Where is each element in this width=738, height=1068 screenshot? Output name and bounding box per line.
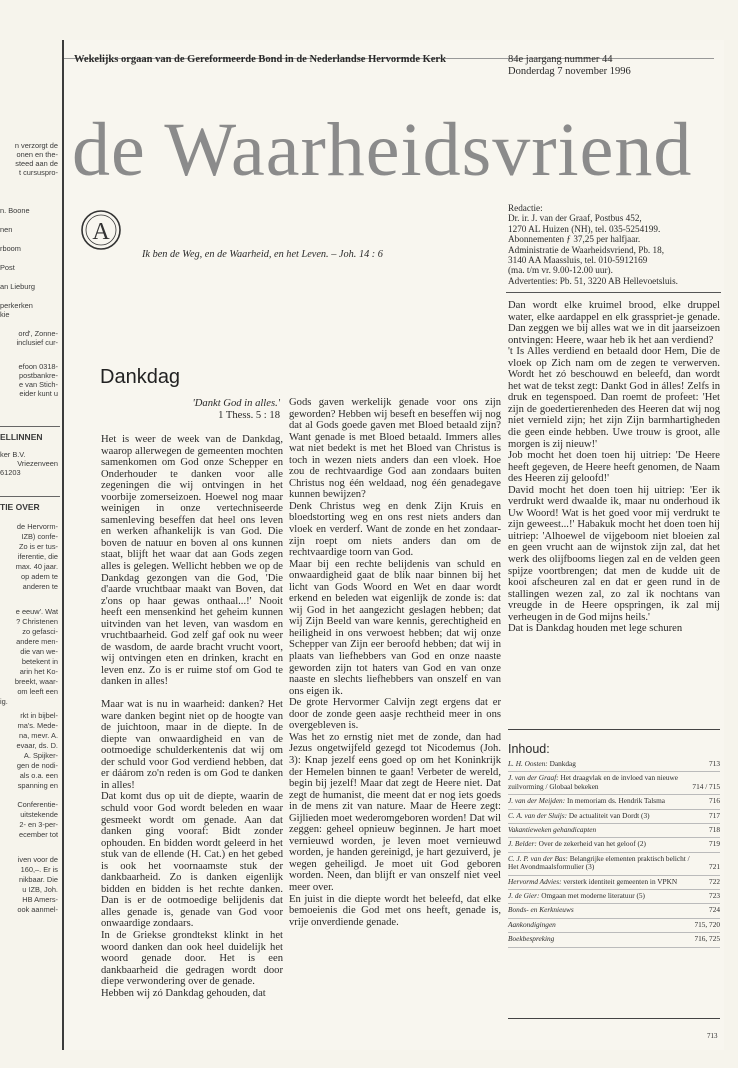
margin-text-line: perkerken: [0, 301, 33, 310]
article-paragraph: Hebben wij zó Dankdag gehouden, dat: [101, 987, 266, 999]
toc-page: 717: [709, 810, 720, 820]
margin-text-line: iferentie, die: [17, 552, 58, 561]
toc-author: Bonds- en Kerknieuws: [508, 905, 574, 915]
margin-rule: [0, 496, 60, 497]
issue-info: [508, 54, 631, 78]
margin-text-line: t cursuspro-: [18, 168, 58, 177]
margin-text-line: TIE OVER: [0, 502, 40, 512]
margin-text-line: ig.: [0, 697, 8, 706]
margin-text-line: e eeuw'. Wat: [15, 607, 58, 616]
toc-page: 723: [709, 891, 720, 901]
toc-title: De actualiteit van Dordt (3): [568, 810, 650, 820]
margin-text-line: u IZB, Joh.: [22, 885, 58, 894]
toc-entry: [508, 838, 720, 852]
toc-entry-text: [508, 812, 720, 820]
margin-text-line: gen de nodi-: [16, 761, 58, 770]
toc-page: 713: [709, 759, 720, 768]
margin-text-line: A. Spijker-: [23, 751, 58, 760]
margin-text-line: op adem te: [21, 572, 58, 581]
article-column-2: [289, 397, 501, 928]
toc-author: Boekbespreking: [508, 934, 555, 944]
toc-page: 724: [709, 905, 720, 915]
margin-text-line: iven voor de: [17, 855, 58, 864]
margin-text-line: rkt in bijbel-: [20, 711, 58, 720]
toc-author: J. van der Meijden:: [508, 796, 566, 806]
article-paragraph: Maar wat is nu in waarheid: danken? Het ware danken begint niet op de hoogte van de juichtoon, maar in de diepte. In de diepte van onwaardigheid en van de ootmoedige schulderkentenis dat wij om der schuld voor God verdiend hebben, dat er dáárom zo'n reden is om God te danken in alles!: [101, 699, 283, 791]
margin-text-line: Post: [0, 263, 15, 272]
toc-entry: [508, 824, 720, 838]
toc-author: J. van der Graaf:: [508, 773, 559, 783]
margin-text-line: na, mevr. A.: [18, 731, 58, 740]
toc-entry-text: [508, 906, 720, 914]
toc-entry: [508, 853, 720, 876]
editorial-info: [508, 203, 723, 286]
article-paragraph: Het is weer de week van de Dankdag, waarop allerwegen de gemeenten mochten samenkomen om God onze Schepper en Onderhouder te danken voor alle zegeningen die wij ontvingen in het voorbije zomerseizoen. Hoewel nog maar weinigen in onze vertechniseerde samenleving beseffen dat heel ons leven en werken afhankelijk is van God. Die boven de natuur en boven al ons kunnen staat, blijft het waar dat aan Gods zegen alles is gelegen. Wellicht hebben we op de Dankdag gezongen van die God, 'Die d'aarde vruchtbaar maakt van Boven, dat z'ons op haar gewas onthaal...!' Nooit heeft een mensenkind het geheim kunnen uitvinden van het leven, van wasdom en vruchtbaarheid. God zelf gaf ook nu weer de wasdom, de aarde bracht vrucht voort, wij ontvingen eten en drinken, kracht en leven enz. Zo is er ruime stof om God te danken in alles!: [101, 434, 283, 688]
margin-text-line: anderen te: [22, 582, 58, 591]
masthead-title: de Waarheidsvriend: [72, 108, 693, 192]
contents-rule: [508, 729, 720, 730]
toc-entry-text: [508, 826, 720, 834]
margin-text-line: n verzorgt de: [14, 141, 58, 150]
article-paragraph: Dan wordt elke kruimel brood, elke druppel water, elke aardappel en elk grasspriet-je genade. Dan zeggen we bij alles wat we in dit jaarseizoen ontvingen: Heere, waar heb ik het aan verdiend?: [508, 300, 720, 346]
toc-entry-text: [508, 760, 720, 768]
editorial-rule: [506, 292, 721, 293]
toc-entry: [508, 876, 720, 890]
toc-author: C. J. P. van der Bas:: [508, 853, 568, 863]
toc-entry: [508, 890, 720, 904]
article-paragraph: Dat is Dankdag houden met lege schuren: [508, 623, 683, 635]
margin-text-line: breekt, waar-: [14, 677, 58, 686]
toc-entry: [508, 904, 720, 918]
toc-author: J. Belder:: [508, 839, 537, 849]
toc-entry-text: [508, 840, 720, 848]
margin-text-line: om leeft een: [17, 687, 58, 696]
margin-text-line: efoon 0318-: [18, 362, 58, 371]
margin-text-line: nikbaar. Die: [18, 875, 58, 884]
article-paragraph: Maar bij een rechte belijdenis van schuld en onwaardigheid gaat de blik naar binnen bij het licht van Gods Woord en Wet en daar wordt erkend en beleden wat eigenlijk de zonde is: dat wij God in het aangezicht geslagen hebben; dat wij Zijn Beeld van ware kennis, gerechtigheid en heiligheid in ons verwoest hebben; dat wij onze Schepper van Zijn eer beroofd hebben; dat wij in plaats van liefhebbers van God en onze naaste geworden zijn tot haters van God en van onze naaste en slechts liefhebbers van onszelf en van ons eigen ik.: [289, 558, 501, 697]
toc-author: Vakantieweken gehandicapten: [508, 825, 597, 835]
toc-entry-text: [508, 935, 720, 943]
margin-text-line: Zo is er tus-: [18, 542, 58, 551]
article-epigraph: [176, 398, 280, 422]
margin-rule: [0, 426, 60, 427]
toc-author: J. de Gier:: [508, 891, 540, 901]
margin-text-line: betekent in: [21, 657, 58, 666]
toc-entry: [508, 919, 720, 933]
margin-text-line: nen: [0, 225, 13, 234]
toc-page: 716, 725: [694, 934, 720, 944]
margin-text-line: die van we-: [20, 647, 58, 656]
page-number: 713: [707, 1032, 718, 1040]
toc-entry-text: [508, 878, 720, 886]
article-paragraph: Was het zo ernstig niet met de zonde, dan had Jezus ongetwijfeld gezegd tot Nicodemus (Joh. 3): Knap jezelf eens goed op om het Koninkrijk der Hemelen binnen te gaan! Verbeter de wereld, begin bij jezelf! Maar dat zegt de Heere niet. Dat zegt de humanist, die meent dat er nog iets goeds in de mens zit van nature. Maar de Heere zegt: Gijlieden moet wederomgeboren worden! Dat wil zeggen: geheel opnieuw beginnen. Je hart moet vernieuwd worden, je leven moet vernieuwd worden, je handen gereinigd, je hart gezuiverd, je wegen geheiligd. Je moet uit God geboren worden. Neen, dan blijft er van onszelf niet veel meer over.: [289, 731, 501, 893]
editorial-line: Redactie:: [508, 203, 543, 213]
article-paragraph: Denk Christus weg en denk Zijn Kruis en bloedstorting weg en ons rest niets anders dan vloek en verderf. Want de zonde en het zondaar-zijn roept om niets anders dan om de rechtvaardige toorn van God.: [289, 500, 501, 559]
margin-text-line: ker B.V.: [0, 450, 26, 459]
toc-entry: [508, 772, 720, 795]
margin-text-line: ma's. Mede-: [17, 721, 58, 730]
toc-entry-text: [508, 774, 720, 791]
margin-text-line: ecember tot: [18, 830, 58, 839]
contents-heading: Inhoud:: [508, 742, 550, 756]
toc-entry: [508, 758, 720, 772]
article-paragraph: Dat komt dus op uit de diepte, waarin de schuld voor God wordt beleden en waar gesmeekt wordt om genade. Aan dat danken ging vooraf: Bidt zonder ophouden. En bidden wordt geleerd in het stuk van de ellende (H. Cat.) en het gebed is ook het voornaamste stuk der dankbaarheid. Zo is danken eigenlijk bidden en bidden is het rechte danken. Dan is er de ootmoedige belijdenis dat alles genade is, genade van God voor onwaardige zondaars.: [101, 791, 283, 930]
margin-text-line: ord', Zonne-: [18, 329, 58, 338]
motto: Ik ben de Weg, en de Waarheid, en het Leven. – Joh. 14 : 6: [142, 249, 383, 260]
article-paragraph: David mocht het doen toen hij uitriep: 'Eer ik verdrukt werd dwaalde ik, maar nu onderhoud ik Uw Woord! Wat is het goed voor mij verdrukt te zijn geweest...!' Habakuk mocht het doen toen hij uitriep: 'Alhoewel de vijgeboom niet bloeien zal en geen vrucht aan de wijnstok zijn zal, dat het werk des olijfbooms liegen zal en de velden geen spijze voortbrengen; dat men de kudde uit de kooi afscheuren zal en dat er geen rund in de stallingen wezen zal, zo zal ik nochtans van vreugde in de Heere opspringen, ik zal mij verheugen in de God mijns heils.': [508, 484, 720, 623]
table-of-contents: [508, 758, 720, 948]
article-paragraph: 't Is Alles verdiend en betaald door Hem, Die de vloek op Zich nam om de zegen te verwerven. Wordt het zó beschouwd en beleefd, dan wordt het wat de tekst zegt: Dankt God in álles! Zelfs in druk en tegenspoed. Dan roemt de profeet: 'Het zijn de goedertierenheden des Heeren dat wij nog niet vernield zijn; het zijn Zijn barmhartigheden die geen einde hebben. Uwe trouw is groot, alle morgen is zij nieuw!': [508, 346, 720, 450]
margin-text-line: arin het Ko-: [19, 667, 58, 676]
toc-title: In memoriam ds. Hendrik Talsma: [566, 796, 666, 806]
toc-page: 719: [709, 839, 720, 849]
article-paragraph: En juist in die diepte wordt het beleefd, dat elke bemoeienis die God met ons heeft, genade is, vrije onverdiende genade.: [289, 893, 501, 928]
editorial-line: Advertenties: Pb. 51, 3220 AB Hellevoetsluis.: [508, 275, 678, 286]
editorial-line: Dr. ir. J. van der Graaf, Postbus 452,: [508, 213, 642, 224]
margin-text-line: ELLINNEN: [0, 432, 43, 442]
toc-title: versterk identiteit gemeenten in VPKN: [563, 876, 678, 886]
toc-author: Aankondigingen: [508, 919, 556, 929]
editorial-line: (ma. t/m vr. 9.00-12.00 uur).: [508, 265, 613, 276]
toc-page: 715, 720: [694, 919, 720, 929]
margin-text-line: ook aanmel-: [17, 905, 58, 914]
epigraph-reference: 1 Thess. 5 : 18: [218, 409, 280, 421]
margin-text-line: andere men-: [16, 637, 58, 646]
margin-text-line: Conferentie-: [17, 800, 58, 809]
toc-page: 722: [709, 876, 720, 886]
margin-text-line: max. 40 jaar.: [15, 562, 58, 571]
logo-emblem: [80, 208, 122, 254]
issue-volume: 84e jaargang nummer 44: [508, 54, 613, 65]
margin-text-line: n. Boone: [0, 206, 30, 215]
epigraph-quote: 'Dankt God in alles.': [192, 398, 280, 409]
margin-text-line: postbankre-: [18, 371, 58, 380]
margin-text-line: an Lieburg: [0, 282, 35, 291]
margin-text-line: 160,–. Er is: [20, 865, 58, 874]
toc-author: Hervormd Advies:: [508, 876, 562, 886]
editorial-line: Abonnementen ƒ 37,25 per halfjaar.: [508, 234, 641, 245]
margin-text-line: 2- en 3-per-: [19, 820, 58, 829]
margin-text-line: Vriezenveen: [17, 459, 58, 468]
toc-page: 714 / 715: [692, 781, 720, 791]
toc-title: Belangrijke elementen praktisch belicht / Het Avondmaalsformulier (3): [508, 853, 690, 872]
toc-title: Dankdag: [549, 759, 576, 768]
publication-subtitle: Wekelijks orgaan van de Gereformeerde Bond in de Nederlandse Hervormde Kerk: [74, 54, 446, 65]
article-paragraph: Gods gaven werkelijk genade voor ons zijn geworden? Hebben wij beseft en beseffen wij nog dat al Gods goede gaven met Bloed betaald zijn? Want genade is met Bloed betaald. Immers alles wat niet bedekt is met het Bloed van Christus is toch in wezen niets anders dan een vloek. Hoe zou de rechtvaardige God aan zondaars buiten Christus nog één weldaad, nog één genadegave kunnen bewijzen?: [289, 397, 501, 501]
toc-entry: [508, 810, 720, 824]
margin-text-line: rboom: [0, 244, 21, 253]
toc-title: Omgaan met moderne literatuur (5): [541, 891, 645, 901]
editorial-line: 1270 AL Huizen (NH), tel. 035-5254199.: [508, 223, 661, 234]
toc-entry-text: [508, 855, 720, 872]
editorial-line: Administratie de Waarheidsvriend, Pb. 18,: [508, 244, 665, 255]
toc-page: 721: [709, 862, 720, 872]
margin-text-line: uitstekende: [20, 810, 58, 819]
margin-text-line: de Hervorm-: [16, 522, 58, 531]
margin-text-line: zo gefasci-: [22, 627, 58, 636]
margin-text-line: eider kunt u: [19, 389, 58, 398]
margin-text-line: steed aan de: [15, 159, 58, 168]
toc-entry-text: [508, 921, 720, 929]
toc-entry: [508, 933, 720, 947]
editorial-line: 3140 AA Maassluis, tel. 010-5912169: [508, 255, 648, 266]
margin-text-line: inclusief cur-: [16, 338, 58, 347]
toc-author: L. H. Oosten:: [508, 759, 548, 768]
article-column-1: [101, 434, 283, 999]
margin-text-line: ? Christenen: [16, 617, 58, 626]
margin-text-line: spanning en: [17, 781, 58, 790]
logo-letter: A: [92, 219, 110, 245]
left-page-margin-strip: [0, 0, 60, 1068]
margin-text-line: kie: [0, 310, 10, 319]
toc-entry: [508, 795, 720, 809]
margin-text-line: 61203: [0, 468, 21, 477]
margin-text-line: HB Amers-: [22, 895, 58, 904]
toc-author: C. A. van der Sluijs:: [508, 810, 568, 820]
article-title: Dankdag: [100, 366, 181, 388]
toc-entry-text: [508, 797, 720, 805]
margin-text-line: onen en the-: [16, 150, 58, 159]
article-paragraph: Job mocht het doen toen hij uitriep: 'De Heere heeft gegeven, de Heere heeft genomen, de Naam des Heeren zij geloofd!': [508, 450, 720, 485]
article-column-3: [508, 300, 720, 635]
article-paragraph: De grote Hervormer Calvijn zegt ergens dat er door de zonde geen aasje rechtheid meer in ons overgebleven is.: [289, 697, 501, 732]
toc-title: Over de zekerheid van het geloof (2): [538, 839, 646, 849]
margin-text-line: IZB) confe-: [21, 532, 58, 541]
issue-date: Donderdag 7 november 1996: [508, 66, 631, 77]
toc-page: 718: [709, 825, 720, 835]
toc-page: 716: [709, 796, 720, 806]
margin-text-line: e van Stich-: [18, 380, 58, 389]
toc-entry-text: [508, 892, 720, 900]
margin-text-line: evaar, ds. D.: [16, 741, 58, 750]
toc-title: Het draagvlak en de invloed van nieuwe zuilvorming / Globaal bekeken: [508, 773, 679, 791]
contents-end-rule: [508, 1018, 720, 1019]
article-paragraph: In de Griekse grondtekst klinkt in het woord danken dan ook heel duidelijk het woord genade door. Het is een dankbaarheid die gedragen wordt door diepe verwondering over de genade.: [101, 929, 283, 988]
margin-text-line: als o.a. een: [19, 771, 58, 780]
